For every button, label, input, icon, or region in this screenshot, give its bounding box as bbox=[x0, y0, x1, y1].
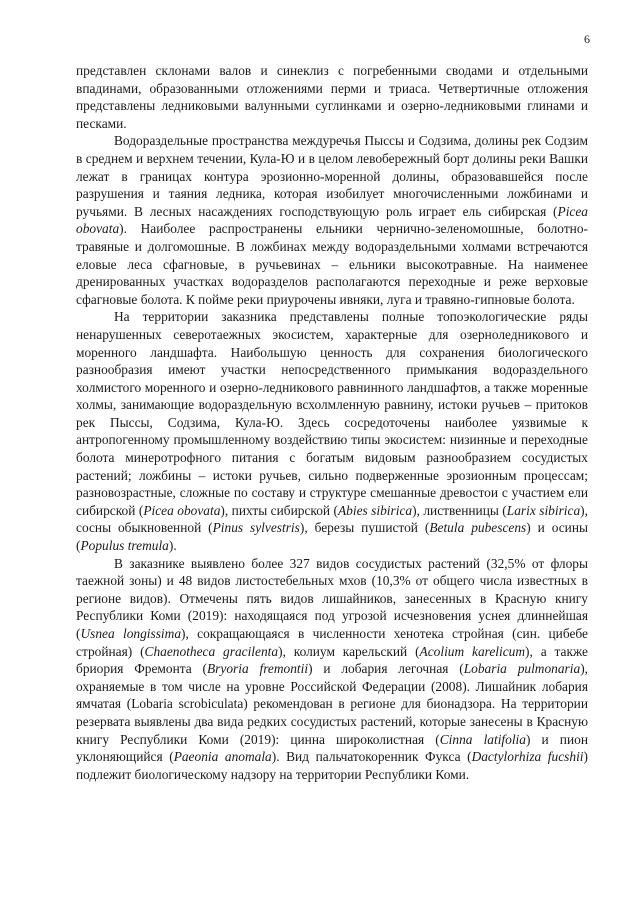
latin-name: Dactylorhiza fucshii bbox=[471, 749, 584, 765]
text-run: представлен склонами валов и синеклиз с погребенными сводами и отдельными впадинами, образованными отложениями перми и триаса. Четвертичные отложения представлены ледниковыми валунными суглинками и озерно-ледниковыми глинами и песками. bbox=[76, 63, 588, 131]
paragraph bbox=[76, 555, 588, 784]
text-run: ). bbox=[168, 538, 177, 554]
text-run: ), сосны обыкновенной ( bbox=[76, 502, 588, 536]
latin-name: Picea obovata bbox=[76, 203, 588, 237]
latin-name: Paeonia anomala bbox=[173, 749, 272, 765]
paragraph bbox=[76, 132, 588, 308]
paragraph bbox=[76, 62, 588, 132]
text-run: ), березы пушистой ( bbox=[299, 520, 430, 536]
body-text bbox=[76, 62, 588, 783]
text-run: ) подлежит биологическому надзору на территории Республики Коми. bbox=[76, 749, 588, 782]
latin-name: Usnea longissima bbox=[80, 626, 182, 641]
latin-name: Bryoria fremontii bbox=[207, 661, 309, 677]
latin-name: Picea obovata bbox=[143, 502, 221, 518]
text-run: ), охраняемые в том числе на уровне Российской Федерации (2008). Лишайник лобария ямчатая (Lobaria scrobiculata) рекомендован в регионе для бионадзора. На территории резервата выявлены два вида редких сосудистых растений, которые занесены в Красную книгу Республики Коми (2019): цинна широколистная ( bbox=[76, 661, 588, 747]
latin-name: Acolium karelicum bbox=[419, 643, 526, 659]
latin-name: Lobaria pulmonaria bbox=[463, 661, 581, 677]
text-run: ). Наиболее распространены ельники чернично-зеленомошные, болотно-травяные и долгомошные. В ложбинах между водораздельными холмами встречаются еловые леса сфагновые, в ручьевинах – ельники высокотравные. На наименее дренированных участках водоразделов располагаются переходные и реже верховые сфагновые болота. К пойме реки приурочены ивняки, луга и травяно-гипновые болота. bbox=[76, 221, 588, 307]
text-run: ) и пион уклоняющийся ( bbox=[76, 731, 588, 765]
page-number: 6 bbox=[584, 32, 590, 46]
text-run: Водораздельные пространства междуречья Пыссы и Содзима, долины рек Содзим в среднем и верхнем течении, Кула-Ю и в целом левобережный борт долины реки Вашки лежат в границах контура эрозионно-моренной долины, образовавшейся после разрушения и таяния ледника, которая изобилует многочисленными ложбинами и ручьями. В лесных насаждениях господствующую роль играет ель сибирская ( bbox=[76, 133, 588, 219]
text-run: На территории заказника представлены полные топоэкологические ряды ненарушенных северотаежных экосистем, характерные для озерноледникового и моренного ландшафта. Наибольшую ценность для сохранения биологического разнообразия имеют участки непосредственного примыкания водораздельного холмистого моренного и озерно-ледникового равнинного ландшафтов, а также моренные холмы, занимающие водораздельную всхолмленную равнину, истоки ручьев – притоков рек Пыссы, Содзима, Кула-Ю. Здесь сосредоточены наиболее уязвимые к антропогенному промышленному воздействию типы экосистем: низинные и переходные болота минеротрофного питания с богатым видовым разнообразием сосудистых растений; ложбины – истоки ручьев, сильно подверженные эрозионным процессам; разновозрастные, сложные по составу и структуре смешанные древостои с участием ели сибирской ( bbox=[76, 309, 588, 518]
latin-name: Cinna latifolia bbox=[439, 731, 526, 747]
text-run: ) и осины ( bbox=[76, 520, 588, 554]
latin-name: Betula pubescens bbox=[429, 520, 527, 536]
text-run: В заказнике выявлено более 327 видов сосудистых растений (32,5% от флоры таежной зоны) и 48 видов листостебельных мхов (10,3% от общего числа известных в регионе видов). Отмечены пять видов лишайников, занесенных в Красную книгу Республики Коми (2019): находящаяся под угрозой исчезновения уснея длиннейшая ( bbox=[76, 555, 588, 641]
latin-name: Pinus sylvestris bbox=[212, 520, 300, 536]
latin-name: Chaenotheca gracilenta bbox=[144, 643, 279, 659]
text-run: ) и лобария легочная ( bbox=[308, 661, 464, 677]
latin-name: Larix sibirica bbox=[506, 502, 581, 518]
text-run: ), сокращающаяся в численности хенотека стройная (син. цибебе стройная) ( bbox=[76, 626, 588, 659]
paragraph bbox=[76, 308, 588, 554]
latin-name: Populus tremula bbox=[80, 538, 169, 554]
text-run: ). Вид пальчатокоренник Фукса ( bbox=[271, 749, 472, 765]
text-run: ), колиум карельский ( bbox=[278, 643, 420, 659]
latin-name: Abies sibirica bbox=[337, 502, 413, 518]
text-run: ), пихты сибирской ( bbox=[220, 502, 338, 518]
text-run: ), а также бриория Фремонта ( bbox=[76, 643, 588, 677]
text-run: ), лиственницы ( bbox=[412, 502, 507, 518]
